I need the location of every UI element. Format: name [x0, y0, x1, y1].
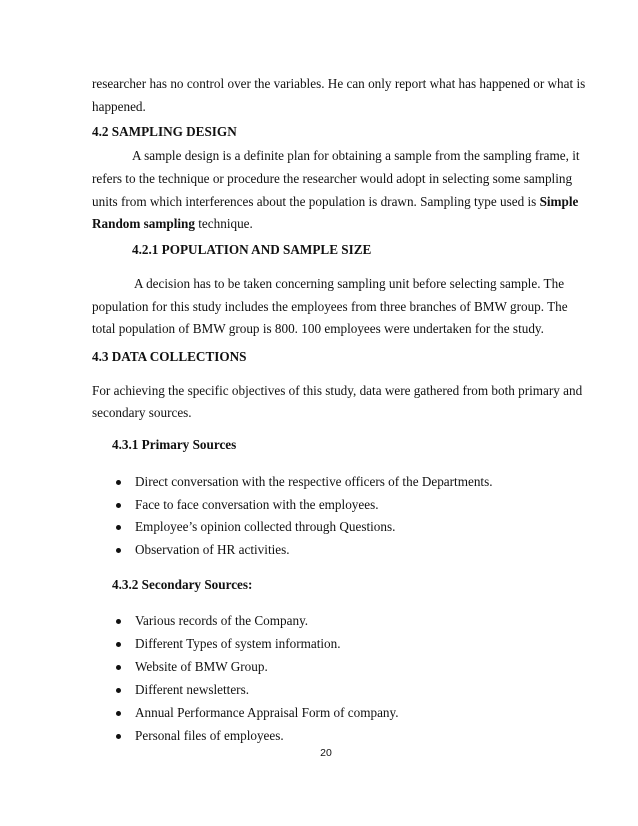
- bullet-icon: [116, 480, 121, 485]
- data-collections-heading: 4.3 DATA COLLECTIONS: [92, 349, 247, 364]
- secondary-source-text: Different newsletters.: [135, 682, 250, 697]
- primary-source-text: Employee’s opinion collected through Questions.: [135, 519, 396, 534]
- secondary-source-text: Personal files of employees.: [135, 728, 284, 743]
- primary-source-item: [112, 497, 379, 513]
- secondary-source-text: Annual Performance Appraisal Form of company.: [135, 705, 399, 720]
- bullet-icon: [116, 642, 121, 647]
- secondary-sources-heading: 4.3.2 Secondary Sources:: [112, 577, 253, 592]
- sampling-design-line-2: refers to the technique or procedure the researcher would adopt in selecting some sampling: [92, 171, 573, 186]
- bullet-icon: [116, 711, 121, 716]
- sampling-design-heading: 4.2 SAMPLING DESIGN: [92, 124, 237, 139]
- primary-source-item: [112, 519, 395, 535]
- sampling-design-line-4-text: technique.: [194, 216, 253, 231]
- bullet-icon: [116, 734, 121, 739]
- secondary-source-text: Website of BMW Group.: [135, 659, 268, 674]
- page-number: 20: [320, 747, 332, 759]
- bullet-icon: [116, 548, 121, 553]
- population-line-3: total population of BMW group is 800. 100 employees were undertaken for the study.: [92, 321, 544, 336]
- bullet-icon: [116, 503, 121, 508]
- intro-line-1: researcher has no control over the variables. He can only report what has happened or what is: [92, 76, 586, 91]
- sampling-type-simple: Simple: [539, 194, 579, 209]
- intro-line-2: happened.: [92, 99, 146, 114]
- primary-source-item: [112, 542, 290, 558]
- sampling-design-line-3: [92, 194, 579, 210]
- sampling-design-line-3-text: units from which interferences about the population is drawn. Sampling type used is: [92, 194, 537, 209]
- sampling-design-line-1: A sample design is a definite plan for obtaining a sample from the sampling frame, it: [132, 148, 580, 163]
- sampling-design-line-4: [92, 216, 562, 232]
- primary-source-text: Observation of HR activities.: [135, 542, 290, 557]
- bullet-icon: [116, 619, 121, 624]
- bullet-icon: [116, 688, 121, 693]
- population-line-2: population for this study includes the employees from three branches of BMW group. The: [92, 299, 568, 314]
- data-collections-line-2: secondary sources.: [92, 405, 192, 420]
- secondary-source-item: [112, 728, 284, 744]
- secondary-source-item: [112, 636, 341, 652]
- bullet-icon: [116, 665, 121, 670]
- secondary-source-item: [112, 705, 399, 721]
- population-line-1: A decision has to be taken concerning sampling unit before selecting sample. The: [134, 276, 565, 291]
- secondary-source-text: Different Types of system information.: [135, 636, 341, 651]
- sampling-type-random: Random sampling: [92, 216, 195, 231]
- secondary-source-text: Various records of the Company.: [135, 613, 309, 628]
- primary-source-text: Face to face conversation with the employees.: [135, 497, 379, 512]
- primary-sources-heading: 4.3.1 Primary Sources: [112, 437, 237, 452]
- data-collections-line-1: For achieving the specific objectives of this study, data were gathered from both primary and: [92, 383, 583, 398]
- population-heading: 4.2.1 POPULATION AND SAMPLE SIZE: [132, 242, 372, 257]
- secondary-source-item: [112, 682, 249, 698]
- secondary-source-item: [112, 613, 308, 629]
- primary-source-text: Direct conversation with the respective officers of the Departments.: [135, 474, 493, 489]
- bullet-icon: [116, 525, 121, 530]
- primary-source-item: [112, 474, 493, 490]
- secondary-source-item: [112, 659, 268, 675]
